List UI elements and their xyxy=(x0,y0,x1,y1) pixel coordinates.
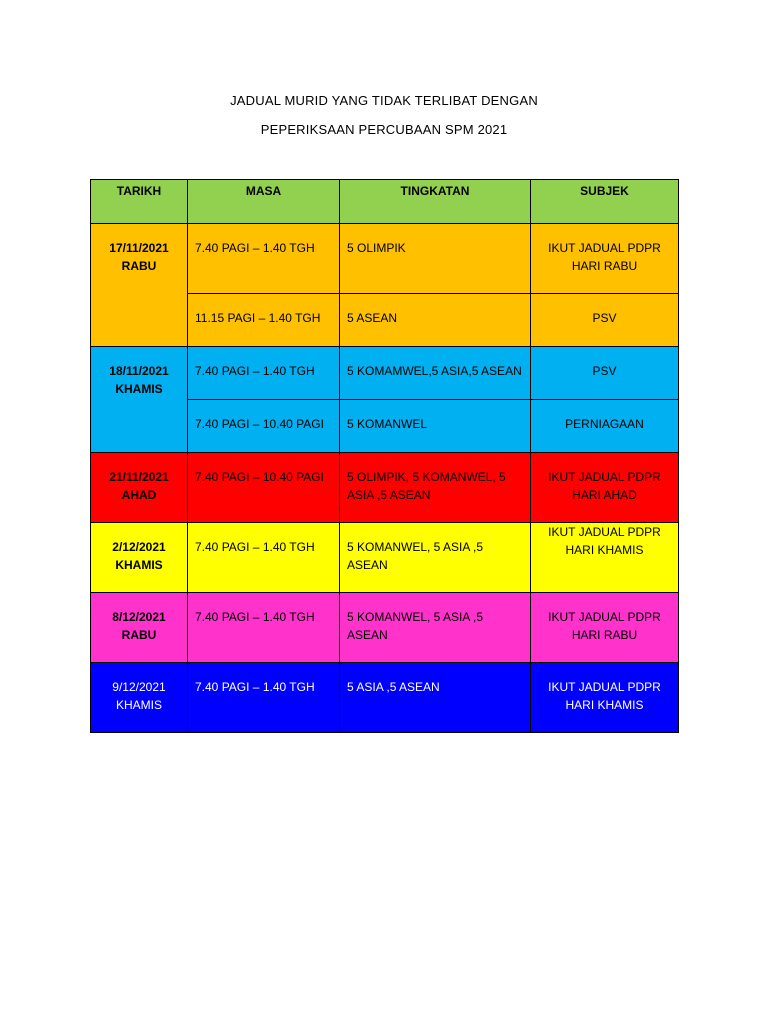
subjek-line-1: PERNIAGAAN xyxy=(565,417,644,431)
day-text: KHAMIS xyxy=(115,382,163,396)
subjek-line-1: IKUT JADUAL PDPR xyxy=(548,610,661,624)
table-row xyxy=(91,224,679,294)
subjek-cell xyxy=(531,294,679,347)
subjek-cell xyxy=(531,663,679,733)
document-title-line-1: JADUAL MURID YANG TIDAK TERLIBAT DENGAN xyxy=(230,93,538,108)
tingkatan-cell: 5 KOMANWEL, 5 ASIA ,5 ASEAN xyxy=(340,523,531,593)
date-text: 2/12/2021 xyxy=(112,540,166,554)
date-cell xyxy=(91,523,188,593)
date-text: 21/11/2021 xyxy=(109,470,169,484)
subjek-cell xyxy=(531,593,679,663)
masa-cell: 7.40 PAGI – 10.40 PAGI xyxy=(188,400,340,453)
header-tingkatan: TINGKATAN xyxy=(340,180,531,224)
subjek-line-1: IKUT JADUAL PDPR xyxy=(548,241,661,255)
tingkatan-cell: 5 KOMANWEL xyxy=(340,400,531,453)
day-text: KHAMIS xyxy=(115,698,162,712)
day-text: RABU xyxy=(121,259,157,273)
date-text: 9/12/2021 xyxy=(112,680,166,694)
masa-cell: 7.40 PAGI – 1.40 TGH xyxy=(188,347,340,400)
masa-cell: 7.40 PAGI – 1.40 TGH xyxy=(188,224,340,294)
masa-cell: 11.15 PAGI – 1.40 TGH xyxy=(188,294,340,347)
masa-cell: 7.40 PAGI – 1.40 TGH xyxy=(188,593,340,663)
subjek-line-1: PSV xyxy=(592,364,617,378)
masa-cell: 7.40 PAGI – 1.40 TGH xyxy=(188,523,340,593)
subjek-line-1: IKUT JADUAL PDPR xyxy=(548,525,661,539)
subjek-cell xyxy=(531,400,679,453)
date-cell xyxy=(91,453,188,523)
tingkatan-cell: 5 ASIA ,5 ASEAN xyxy=(340,663,531,733)
date-text: 8/12/2021 xyxy=(112,610,166,624)
subjek-line-1: IKUT JADUAL PDPR xyxy=(548,680,661,694)
document-title-line-2: PEPERIKSAAN PERCUBAAN SPM 2021 xyxy=(260,122,508,137)
subjek-cell xyxy=(531,347,679,400)
subjek-line-1: IKUT JADUAL PDPR xyxy=(548,470,661,484)
header-subjek: SUBJEK xyxy=(531,180,679,224)
table-row xyxy=(91,453,679,523)
subjek-cell xyxy=(531,453,679,523)
subjek-cell xyxy=(531,523,679,593)
subjek-line-2: HARI KHAMIS xyxy=(565,698,644,712)
date-cell xyxy=(91,347,188,453)
table-row xyxy=(91,593,679,663)
day-text: KHAMIS xyxy=(115,558,163,572)
day-text: AHAD xyxy=(121,488,157,502)
tingkatan-cell: 5 OLIMPIK xyxy=(340,224,531,294)
masa-cell: 7.40 PAGI – 10.40 PAGI xyxy=(188,453,340,523)
table-row xyxy=(91,347,679,400)
subjek-line-2: HARI AHAD xyxy=(572,488,637,502)
table-row xyxy=(91,523,679,593)
subjek-line-2: HARI KHAMIS xyxy=(565,543,644,557)
tingkatan-cell: 5 OLIMPIK, 5 KOMANWEL, 5 ASIA ,5 ASEAN xyxy=(340,453,531,523)
tingkatan-cell: 5 KOMAMWEL,5 ASIA,5 ASEAN xyxy=(340,347,531,400)
date-text: 18/11/2021 xyxy=(109,364,169,378)
date-cell xyxy=(91,593,188,663)
subjek-line-2: HARI RABU xyxy=(571,259,638,273)
tingkatan-cell: 5 ASEAN xyxy=(340,294,531,347)
tingkatan-cell: 5 KOMANWEL, 5 ASIA ,5 ASEAN xyxy=(340,593,531,663)
subjek-cell xyxy=(531,224,679,294)
table-row xyxy=(91,663,679,733)
subjek-line-1: PSV xyxy=(592,311,617,325)
masa-cell: 7.40 PAGI – 1.40 TGH xyxy=(188,663,340,733)
day-text: RABU xyxy=(121,628,157,642)
schedule-table xyxy=(90,179,679,733)
date-cell xyxy=(91,224,188,347)
header-masa: MASA xyxy=(188,180,340,224)
subjek-line-2: HARI RABU xyxy=(571,628,638,642)
date-text: 17/11/2021 xyxy=(109,241,169,255)
header-row xyxy=(91,180,679,224)
date-cell xyxy=(91,663,188,733)
header-tarikh: TARIKH xyxy=(91,180,188,224)
